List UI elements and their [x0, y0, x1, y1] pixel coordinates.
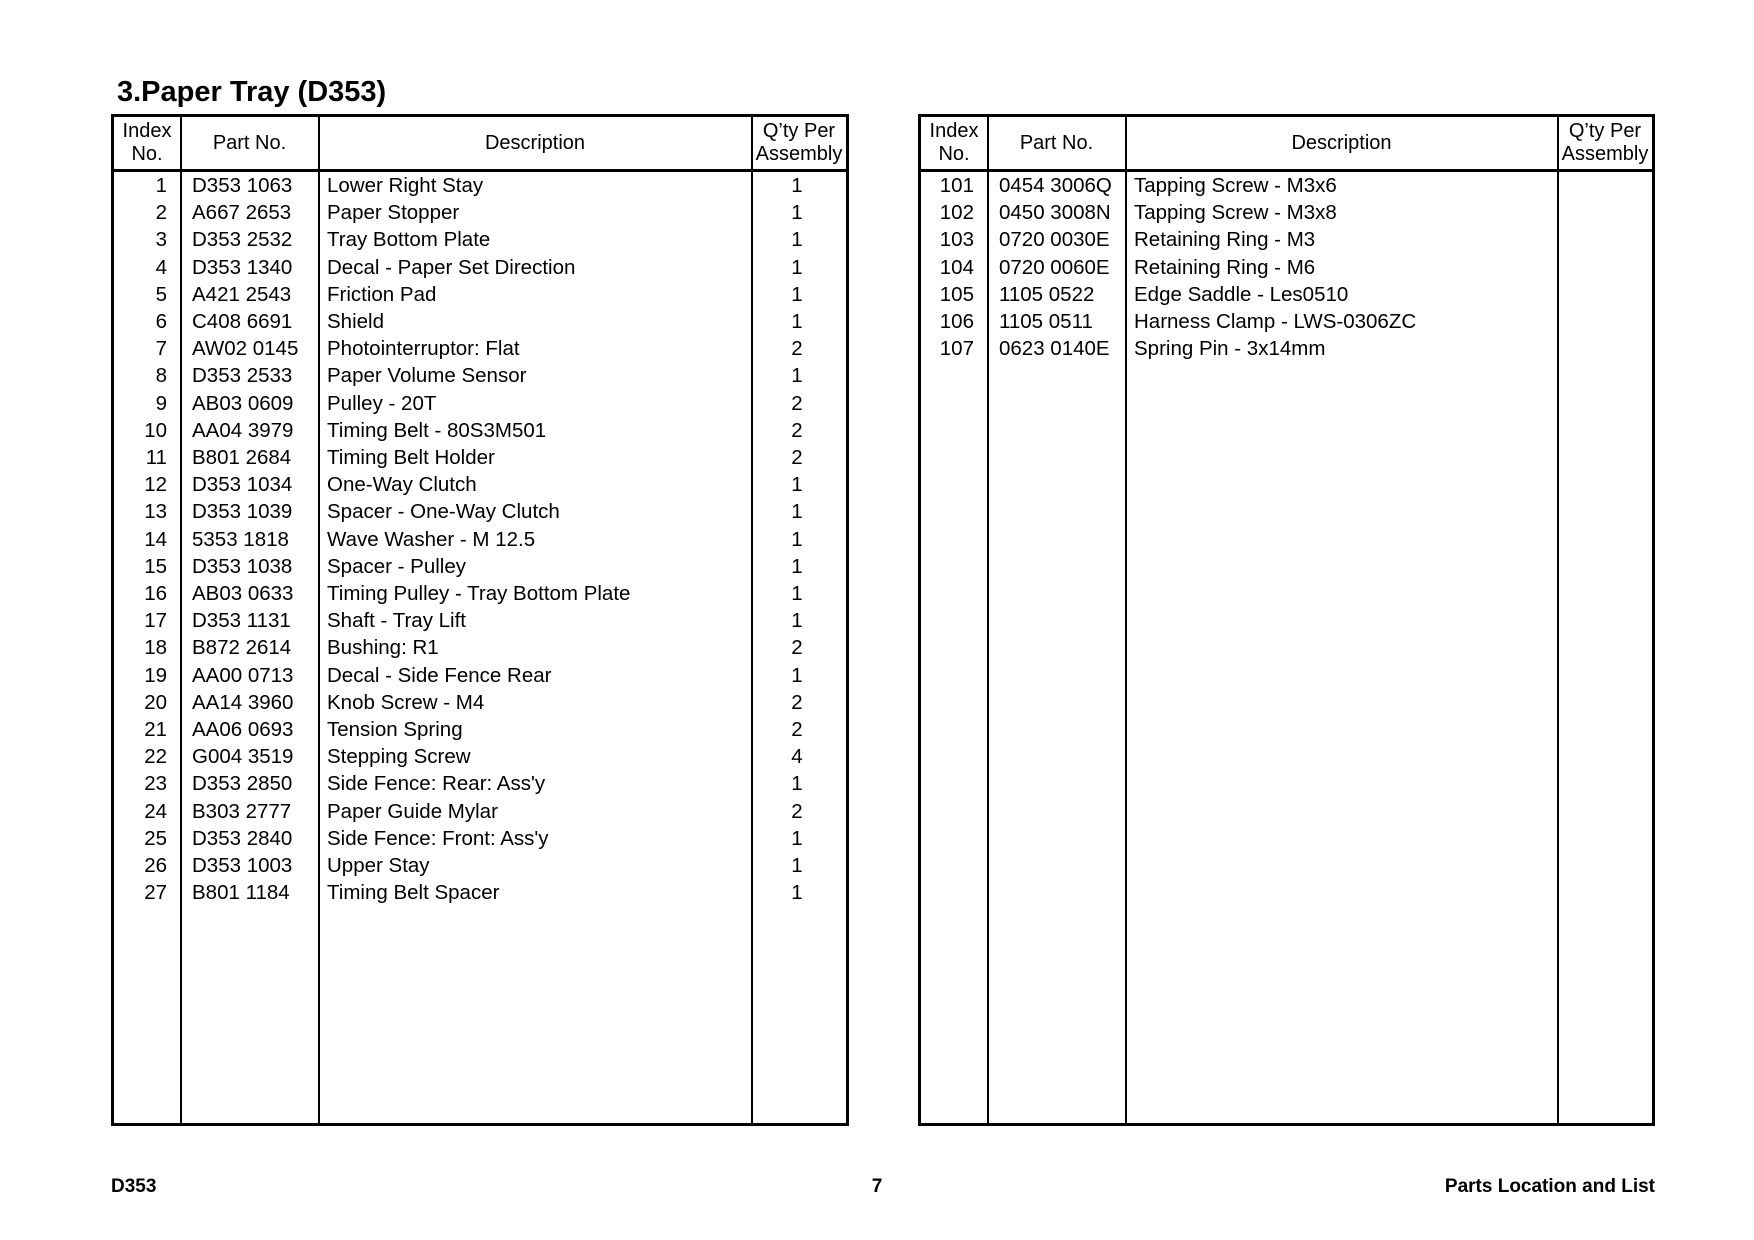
index-cell: 3: [155, 228, 167, 252]
table-row: [114, 226, 846, 253]
part-no-cell: 0720 0060E: [999, 255, 1110, 279]
part-no-cell: 0720 0030E: [999, 228, 1110, 252]
part-no-cell: AB03 0609: [192, 391, 294, 415]
parts-table-left: [111, 114, 849, 1126]
qty-cell: 1: [791, 881, 803, 905]
description-cell: Paper Guide Mylar: [327, 799, 498, 823]
index-cell: 20: [144, 690, 167, 714]
part-no-cell: B872 2614: [192, 636, 292, 660]
part-no-cell: A667 2653: [192, 201, 292, 225]
index-cell: 7: [155, 337, 167, 361]
description-cell: Timing Belt - 80S3M501: [327, 418, 547, 442]
table-row: [114, 662, 846, 689]
index-cell: 24: [144, 799, 167, 823]
page-title: 3.Paper Tray (D353): [117, 76, 387, 108]
part-no-cell: AA06 0693: [192, 718, 294, 741]
header-qty: [1558, 117, 1652, 169]
description-cell: Photointerruptor: Flat: [327, 337, 520, 361]
part-no-cell: 5353 1818: [192, 527, 289, 551]
header-qty-line1: Q’ty Per: [762, 120, 836, 142]
table-row: [114, 172, 846, 199]
qty-cell: 1: [791, 527, 803, 551]
part-no-cell: D353 1034: [192, 473, 293, 497]
part-no-cell: D353 2533: [192, 364, 293, 388]
part-no-cell: D353 1340: [192, 255, 293, 279]
qty-cell: 2: [791, 337, 803, 361]
description-cell: Shield: [327, 310, 384, 333]
index-cell: 21: [144, 718, 167, 741]
part-no-cell: AW02 0145: [192, 337, 299, 361]
index-cell: 101: [939, 174, 974, 197]
description-cell: Tension Spring: [327, 718, 463, 741]
description-cell: Side Fence: Rear: Ass'y: [327, 772, 546, 796]
table-row: [114, 580, 846, 607]
qty-cell: 2: [791, 636, 803, 660]
qty-cell: 1: [791, 609, 803, 633]
part-no-cell: C408 6691: [192, 310, 293, 333]
description-cell: Paper Stopper: [327, 201, 460, 225]
part-no-cell: D353 2532: [192, 228, 293, 252]
index-cell: 12: [144, 473, 167, 497]
description-cell: Timing Belt Holder: [327, 446, 495, 469]
description-cell: Timing Pulley - Tray Bottom Plate: [327, 582, 631, 605]
footer-section: Parts Location and List: [1444, 1176, 1655, 1197]
part-no-cell: B801 2684: [192, 446, 292, 469]
index-cell: 103: [939, 228, 974, 252]
table-row: [921, 335, 1652, 362]
part-no-cell: D353 1039: [192, 500, 293, 524]
description-cell: Spring Pin - 3x14mm: [1134, 337, 1326, 361]
index-cell: 6: [155, 310, 167, 333]
table-row: [114, 471, 846, 498]
index-cell: 17: [144, 609, 167, 633]
description-cell: Shaft - Tray Lift: [327, 609, 466, 633]
part-no-cell: D353 1038: [192, 554, 293, 578]
description-cell: Tapping Screw - M3x6: [1134, 174, 1337, 197]
index-cell: 8: [155, 364, 167, 388]
table-row: [921, 254, 1652, 281]
qty-cell: 1: [791, 310, 803, 333]
table-row: [114, 689, 846, 716]
table-row: [114, 716, 846, 743]
index-cell: 9: [155, 391, 167, 415]
part-no-cell: B303 2777: [192, 799, 292, 823]
description-cell: Tray Bottom Plate: [327, 228, 491, 252]
part-no-cell: D353 2850: [192, 772, 293, 796]
qty-cell: 1: [791, 826, 803, 850]
header-index-line1: Index: [929, 120, 979, 142]
qty-cell: 2: [791, 391, 803, 415]
index-cell: 22: [144, 745, 167, 769]
part-no-cell: B801 1184: [192, 881, 290, 905]
table-row: [921, 199, 1652, 226]
description-cell: Spacer - Pulley: [327, 554, 467, 578]
description-cell: Harness Clamp - LWS-0306ZC: [1134, 310, 1417, 333]
description-cell: Spacer - One-Way Clutch: [327, 500, 560, 524]
footer-page-number: 7: [871, 1176, 883, 1197]
part-no-cell: AB03 0633: [192, 582, 294, 605]
qty-cell: 4: [791, 745, 803, 769]
header-part-no: Part No.: [1019, 131, 1094, 154]
part-no-cell: 0450 3008N: [999, 201, 1111, 225]
qty-cell: 1: [791, 282, 803, 306]
index-cell: 4: [155, 255, 167, 279]
table-row: [921, 281, 1652, 308]
table-row: [114, 335, 846, 362]
description-cell: Wave Washer - M 12.5: [327, 527, 536, 551]
header-part-no: Part No.: [212, 131, 287, 154]
index-cell: 25: [144, 826, 167, 850]
description-cell: Upper Stay: [327, 854, 430, 877]
qty-cell: 1: [791, 554, 803, 578]
index-cell: 2: [155, 201, 167, 225]
description-cell: Friction Pad: [327, 282, 437, 306]
index-cell: 18: [144, 636, 167, 660]
header-qty: [752, 117, 846, 169]
table-row: [114, 254, 846, 281]
part-no-cell: D353 1131: [192, 609, 291, 633]
description-cell: Decal - Paper Set Direction: [327, 255, 576, 279]
qty-cell: 1: [791, 473, 803, 497]
index-cell: 11: [145, 446, 167, 469]
table-row: [114, 743, 846, 770]
qty-cell: 1: [791, 500, 803, 524]
qty-cell: 2: [791, 718, 803, 741]
description-cell: Retaining Ring - M3: [1134, 228, 1316, 252]
part-no-cell: AA14 3960: [192, 690, 294, 714]
description-cell: Edge Saddle - Les0510: [1134, 282, 1349, 306]
description-cell: Lower Right Stay: [327, 174, 484, 197]
index-cell: 104: [939, 255, 974, 279]
qty-cell: 1: [791, 174, 803, 197]
description-cell: Tapping Screw - M3x8: [1134, 201, 1337, 225]
index-cell: 107: [939, 337, 974, 361]
parts-table-right: [918, 114, 1655, 1126]
table-row: [114, 498, 846, 525]
table-row: [114, 825, 846, 852]
header-index-line2: No.: [131, 143, 163, 165]
index-cell: 5: [155, 282, 167, 306]
index-cell: 15: [144, 554, 167, 578]
part-no-cell: 0623 0140E: [999, 337, 1110, 361]
qty-cell: 2: [791, 690, 803, 714]
table-row: [114, 798, 846, 825]
table-row: [114, 390, 846, 417]
description-cell: Stepping Screw: [327, 745, 471, 769]
part-no-cell: AA00 0713: [192, 663, 294, 687]
header-index-line1: Index: [122, 120, 172, 142]
table-row: [921, 226, 1652, 253]
part-no-cell: AA04 3979: [192, 418, 294, 442]
table-row: [114, 852, 846, 879]
description-cell: Retaining Ring - M6: [1134, 255, 1316, 279]
table-row: [921, 308, 1652, 335]
index-cell: 13: [144, 500, 167, 524]
part-no-cell: A421 2543: [192, 282, 292, 306]
table-row: [114, 308, 846, 335]
table-row: [114, 281, 846, 308]
part-no-cell: D353 1003: [192, 854, 293, 877]
description-cell: Decal - Side Fence Rear: [327, 663, 552, 687]
table-row: [114, 199, 846, 226]
header-description: Description: [1291, 131, 1392, 154]
part-no-cell: 1105 0511: [999, 310, 1093, 333]
table-row: [114, 417, 846, 444]
part-no-cell: G004 3519: [192, 745, 294, 769]
part-no-cell: 1105 0522: [999, 282, 1095, 306]
qty-cell: 1: [791, 201, 803, 225]
table-row: [114, 770, 846, 797]
footer-model: D353: [111, 1176, 157, 1197]
part-no-cell: 0454 3006Q: [999, 174, 1112, 197]
qty-cell: 1: [791, 364, 803, 388]
header-index-line2: No.: [938, 143, 970, 165]
index-cell: 16: [144, 582, 167, 605]
qty-cell: 1: [791, 228, 803, 252]
index-cell: 26: [144, 854, 167, 877]
table-row: [114, 362, 846, 389]
header-qty-line1: Q’ty Per: [1568, 120, 1642, 142]
index-cell: 106: [939, 310, 974, 333]
index-cell: 10: [144, 418, 167, 442]
qty-cell: 1: [791, 772, 803, 796]
table-row: [114, 634, 846, 661]
table-row: [114, 526, 846, 553]
table-row: [114, 879, 846, 906]
qty-cell: 2: [791, 446, 803, 469]
qty-cell: 1: [791, 582, 803, 605]
description-cell: Side Fence: Front: Ass'y: [327, 826, 549, 850]
description-cell: Bushing: R1: [327, 636, 439, 660]
header-qty-line2: Assembly: [755, 143, 843, 165]
index-cell: 105: [939, 282, 974, 306]
table-row: [921, 172, 1652, 199]
description-cell: Paper Volume Sensor: [327, 364, 527, 388]
part-no-cell: D353 1063: [192, 174, 293, 197]
qty-cell: 2: [791, 799, 803, 823]
header-index: [921, 117, 987, 169]
qty-cell: 2: [791, 418, 803, 442]
index-cell: 27: [144, 881, 167, 905]
header-index: [114, 117, 180, 169]
table-row: [114, 444, 846, 471]
qty-cell: 1: [791, 255, 803, 279]
index-cell: 14: [144, 527, 167, 551]
header-description: Description: [484, 131, 586, 154]
table-row: [114, 553, 846, 580]
qty-cell: 1: [791, 663, 803, 687]
description-cell: One-Way Clutch: [327, 473, 477, 497]
qty-cell: 1: [791, 854, 803, 877]
index-cell: 1: [155, 174, 167, 197]
part-no-cell: D353 2840: [192, 826, 293, 850]
description-cell: Timing Belt Spacer: [327, 881, 500, 905]
description-cell: Pulley - 20T: [327, 391, 437, 415]
index-cell: 23: [144, 772, 167, 796]
header-qty-line2: Assembly: [1561, 143, 1649, 165]
table-row: [114, 607, 846, 634]
description-cell: Knob Screw - M4: [327, 690, 485, 714]
index-cell: 19: [144, 663, 167, 687]
index-cell: 102: [939, 201, 974, 225]
